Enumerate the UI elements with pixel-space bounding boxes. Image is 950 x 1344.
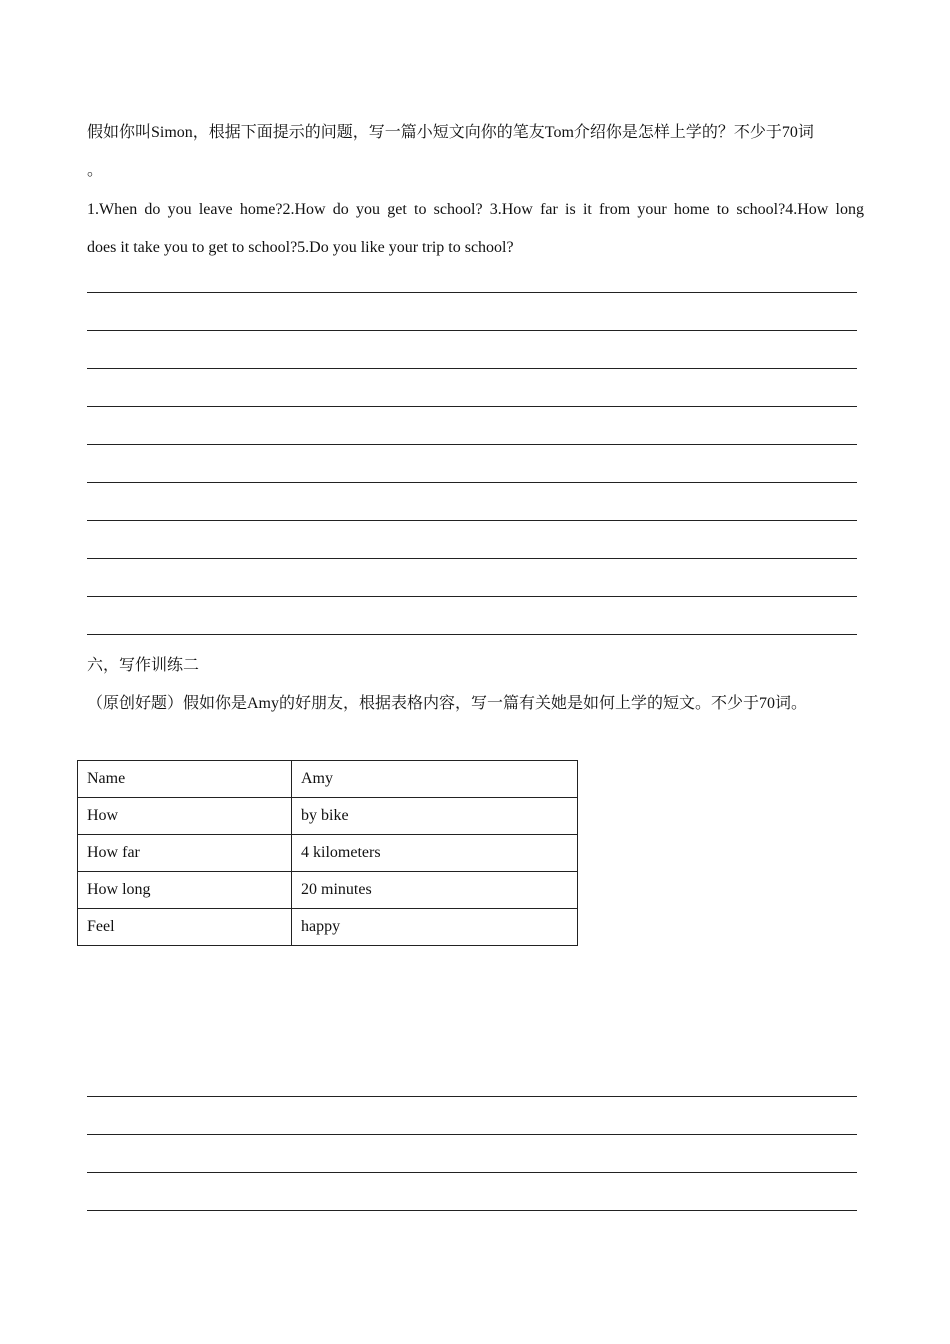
answer-line bbox=[87, 330, 857, 331]
answer-line bbox=[87, 482, 857, 483]
table-cell-key: How far bbox=[78, 835, 292, 872]
table-cell-key: How bbox=[78, 798, 292, 835]
exercise1-prompt: 假如你叫Simon，根据下面提示的问题，写一篇小短文向你的笔友Tom介绍你是怎样上学的？不少于70词 bbox=[87, 124, 814, 141]
answer-line bbox=[87, 1172, 857, 1173]
answer-line bbox=[87, 406, 857, 407]
answer-line bbox=[87, 520, 857, 521]
exercise1-questions-line2: does it take you to get to school?5.Do you like your trip to school? bbox=[87, 239, 514, 256]
answer-line bbox=[87, 596, 857, 597]
answer-line bbox=[87, 292, 857, 293]
table-row bbox=[78, 909, 578, 946]
answer-line bbox=[87, 1096, 857, 1097]
table-row bbox=[78, 761, 578, 798]
table-cell-key: How long bbox=[78, 872, 292, 909]
table-cell-value: by bike bbox=[292, 798, 578, 835]
section6-prompt: （原创好题）假如你是Amy的好朋友，根据表格内容，写一篇有关她是如何上学的短文。不少于70词。 bbox=[87, 695, 808, 712]
exercise1-prompt-end: 。 bbox=[87, 162, 104, 179]
table-cell-value: Amy bbox=[292, 761, 578, 798]
table-cell-key: Name bbox=[78, 761, 292, 798]
answer-line bbox=[87, 444, 857, 445]
exercise1-questions-line1: 1.When do you leave home?2.How do you get to school? 3.How far is it from your home to school?4.How long bbox=[87, 201, 864, 218]
answer-line bbox=[87, 1134, 857, 1135]
answer-line bbox=[87, 558, 857, 559]
section6-heading: 六，写作训练二 bbox=[87, 657, 200, 674]
answer-line bbox=[87, 1210, 857, 1211]
table-cell-value: happy bbox=[292, 909, 578, 946]
info-table bbox=[77, 760, 578, 946]
answer-line bbox=[87, 368, 857, 369]
table-row bbox=[78, 835, 578, 872]
table-cell-value: 20 minutes bbox=[292, 872, 578, 909]
table-row bbox=[78, 798, 578, 835]
table-row bbox=[78, 872, 578, 909]
answer-line bbox=[87, 634, 857, 635]
table-cell-value: 4 kilometers bbox=[292, 835, 578, 872]
table-cell-key: Feel bbox=[78, 909, 292, 946]
